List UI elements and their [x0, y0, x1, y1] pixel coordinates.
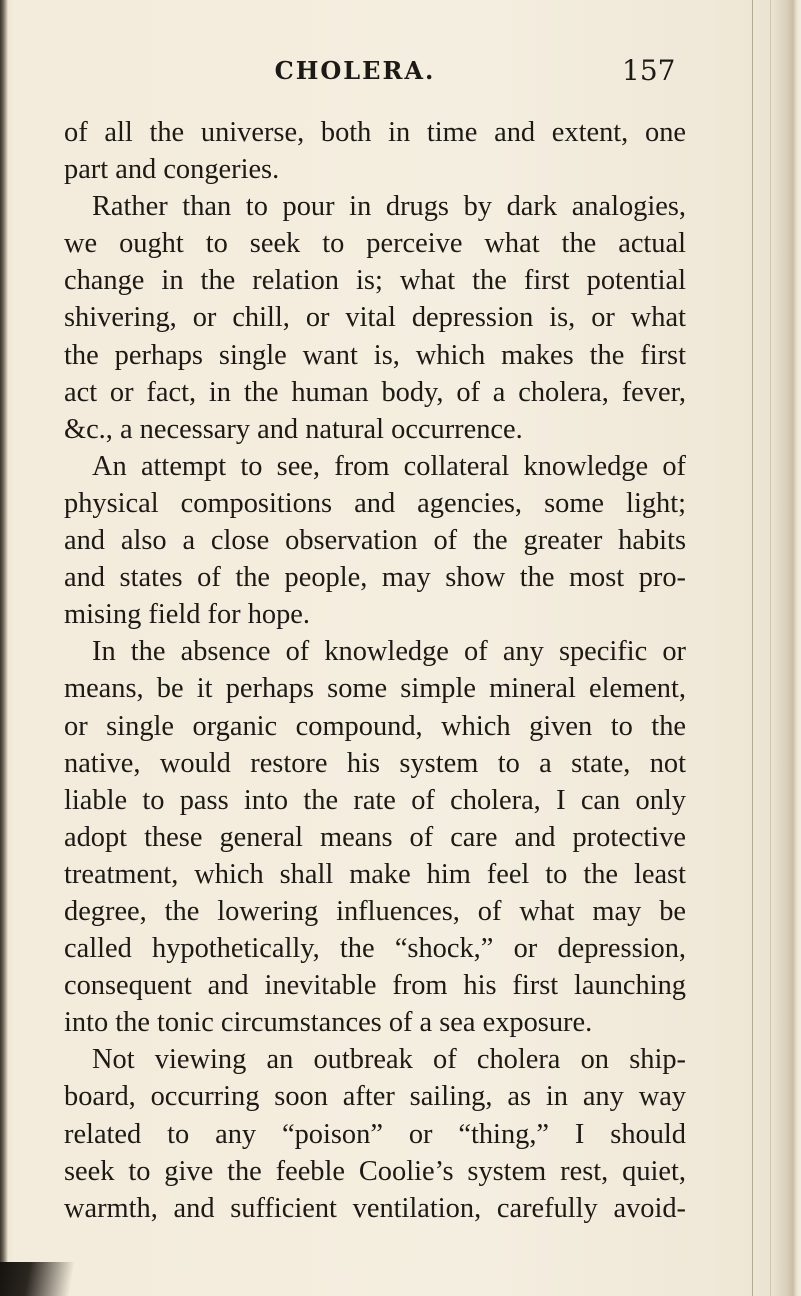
- text-line: and also a close observation of the greater habits: [64, 525, 686, 557]
- fore-edge-line: [752, 0, 753, 1296]
- text-line: shivering, or chill, or vital depression is, or what: [64, 302, 686, 334]
- text-line: consequent and inevitable from his first launching: [64, 970, 686, 1002]
- text-line: means, be it perhaps some simple mineral element,: [64, 673, 686, 705]
- text-line: into the tonic circumstances of a sea exposure.: [64, 1007, 593, 1039]
- text-line: we ought to seek to perceive what the actual: [64, 228, 686, 260]
- paragraph-first-line: Not viewing an outbreak of cholera on ship-: [92, 1044, 686, 1076]
- text-line: act or fact, in the human body, of a cholera, fever,: [64, 376, 686, 408]
- page-number: 157: [622, 54, 676, 87]
- scan-corner-shadow: [0, 1262, 74, 1296]
- text-line: called hypothetically, the “shock,” or depression,: [64, 933, 686, 965]
- text-line: change in the relation is; what the first potential: [64, 265, 686, 297]
- running-head: CHOLERA.: [274, 56, 436, 85]
- paragraph-first-line: In the absence of knowledge of any specific or: [92, 636, 686, 668]
- fore-edge-line: [770, 0, 771, 1296]
- text-line: seek to give the feeble Coolie’s system rest, quiet,: [64, 1155, 686, 1187]
- text-line: or single organic compound, which given to the: [64, 710, 686, 742]
- text-line: adopt these general means of care and protective: [64, 821, 686, 853]
- text-line: degree, the lowering influences, of what may be: [64, 895, 686, 927]
- text-line: of all the universe, both in time and extent, one: [64, 117, 686, 148]
- text-line: &c., a necessary and natural occurrence.: [64, 413, 523, 445]
- text-line: related to any “poison” or “thing,” I should: [64, 1118, 686, 1150]
- page-fore-edge: [741, 0, 801, 1296]
- paragraph-first-line: An attempt to see, from collateral knowledge of: [92, 450, 686, 482]
- text-line: native, would restore his system to a state, not: [64, 747, 686, 779]
- text-line: and states of the people, may show the most pro-: [64, 562, 686, 594]
- text-line: liable to pass into the rate of cholera, I can only: [64, 784, 686, 816]
- body-text: [64, 114, 686, 1227]
- text-line: board, occurring soon after sailing, as in any way: [64, 1081, 686, 1113]
- text-line: the perhaps single want is, which makes the first: [64, 339, 686, 371]
- page-header: [0, 46, 801, 86]
- text-line: warmth, and sufficient ventilation, carefully avoid-: [64, 1192, 686, 1224]
- text-line: part and congeries.: [64, 154, 280, 186]
- paragraph-first-line: Rather than to pour in drugs by dark analogies,: [92, 191, 686, 223]
- page-binding-edge: [0, 0, 8, 1296]
- text-line: mising field for hope.: [64, 599, 311, 631]
- text-line: treatment, which shall make him feel to the least: [64, 858, 686, 890]
- text-line: physical compositions and agencies, some light;: [64, 487, 686, 519]
